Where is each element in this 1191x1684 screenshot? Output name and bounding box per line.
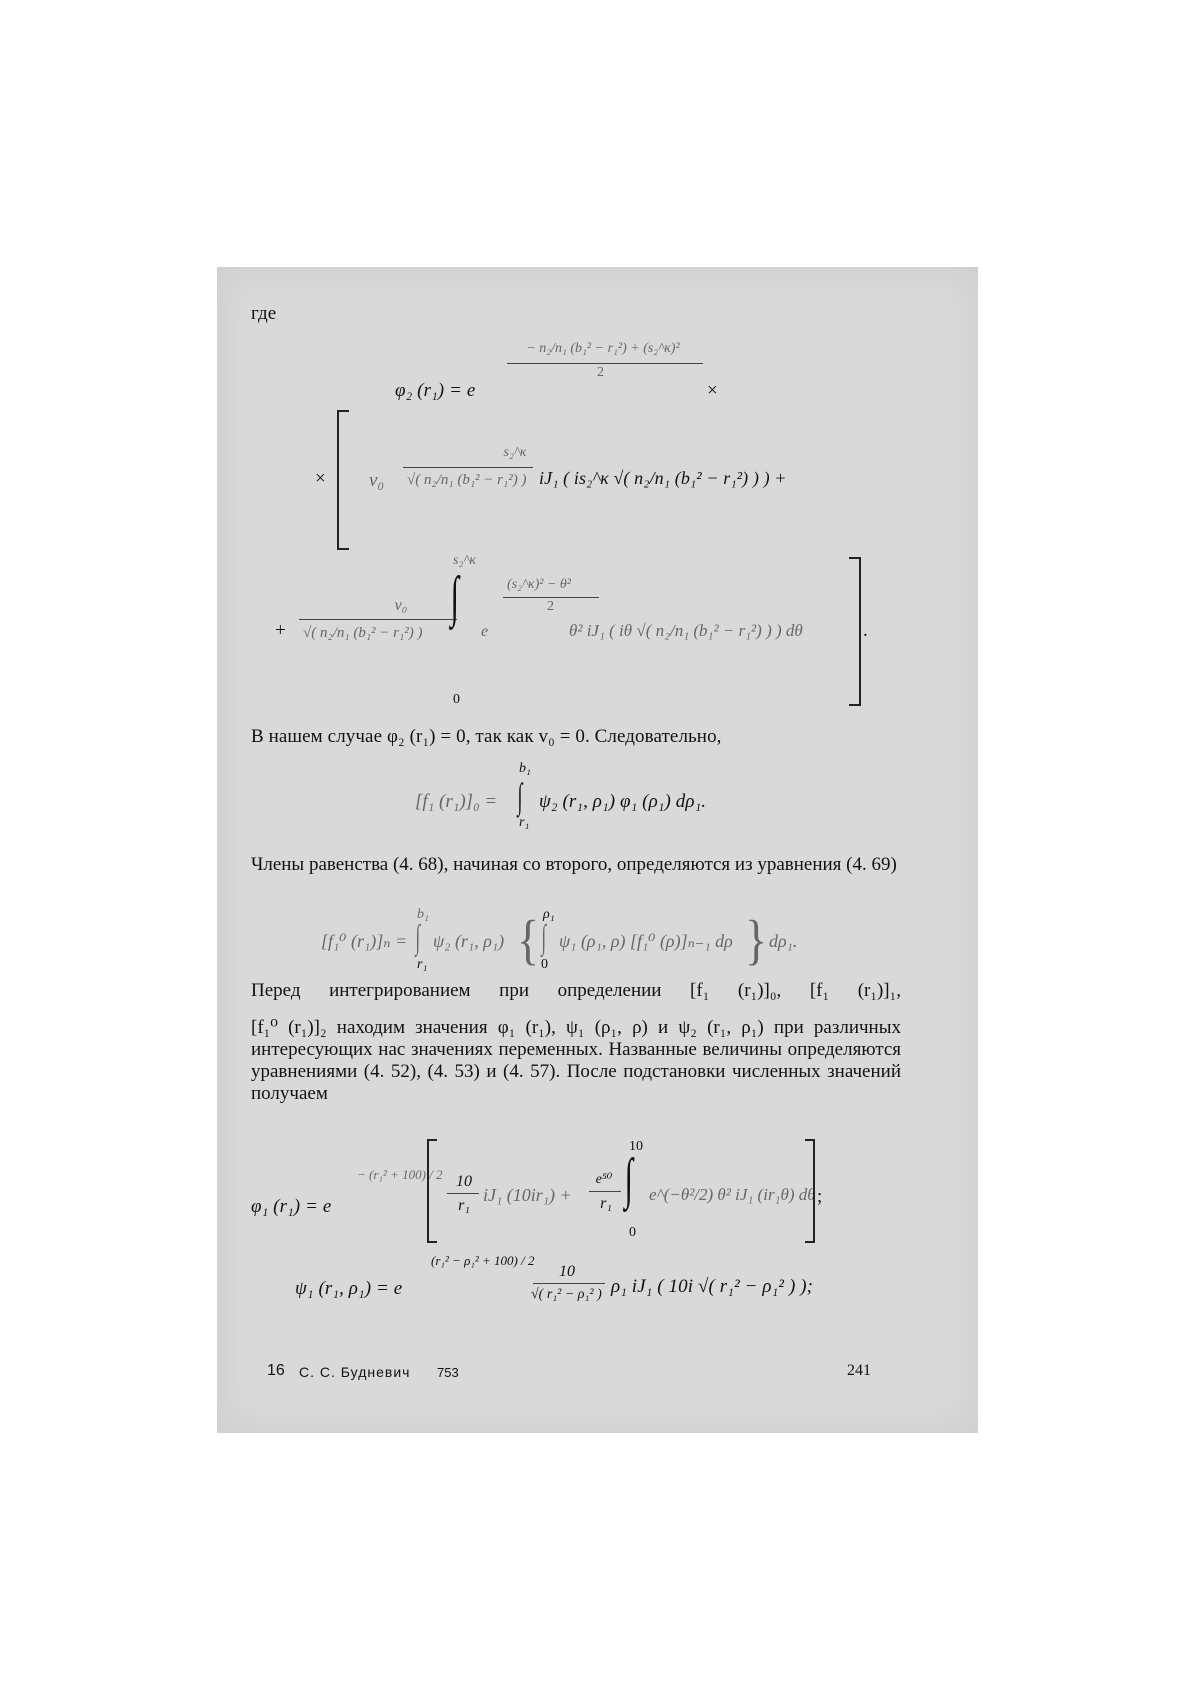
- phi1-term2-bar: [589, 1191, 621, 1192]
- phi2-exponent-bar: [507, 363, 703, 364]
- term2-denominator: √( n₂/n₁ (b₁² − r₁²) ): [303, 625, 423, 641]
- phi1-left-bracket: [427, 1139, 437, 1243]
- word-gde: где: [251, 303, 277, 324]
- book-page: [217, 267, 978, 1433]
- fn-right-brace: }: [745, 908, 768, 971]
- f10-rhs: ψ₂ (r₁, ρ₁) φ₁ (ρ₁) dρ₁.: [539, 791, 707, 812]
- multiply-sign-left: ×: [315, 468, 326, 489]
- footer-code: 753: [437, 1365, 459, 1380]
- paragraph-before-integration-2: [f₁⁰ (r₁)]₂ находим значения φ₁ (r₁), ψ₁ (ρ₁, ρ) и ψ₂ (r₁, ρ₁) при различных интересующих нас значениях переменных. Названные величины определяются уравнениями (4. 52), (4. 53) и (4. 57). После подстановки численных значений получаем: [251, 1017, 901, 1104]
- page-number: 241: [847, 1362, 871, 1379]
- term2-integrand: θ² iJ₁ ( iθ √( n₂/n₁ (b₁² − r₁²) ) ) dθ: [569, 621, 803, 640]
- psi1-numerator: 10: [559, 1263, 575, 1280]
- term2-exponent-numerator: (s₂^κ)² − θ²: [507, 577, 571, 592]
- phi1-right-bracket: [805, 1139, 815, 1243]
- phi1-term2-numerator: e⁵⁰: [595, 1172, 613, 1187]
- phi2-lhs: φ₂ (r₁) = e: [395, 380, 476, 401]
- fn-integral-sign-2: ∫: [541, 919, 546, 956]
- term1-numerator: s₂^κ: [503, 445, 527, 460]
- paragraph-equation-members: Члены равенства (4. 68), начиная со второго, определяются из уравнения (4. 69): [251, 854, 897, 875]
- integral-sign: ∫: [450, 566, 459, 628]
- phi1-semicolon: ;: [817, 1186, 823, 1207]
- footer-author: С. С. Будневич: [299, 1364, 411, 1380]
- fn-left-brace: {: [517, 908, 540, 971]
- term2-numerator: v₀: [394, 597, 408, 614]
- phi1-term1-denominator: r₁: [458, 1197, 470, 1214]
- fn-lower-limit-1: r₁: [417, 957, 428, 972]
- fn-upper-limit-1: b₁: [417, 907, 429, 922]
- psi1-rest: ρ₁ iJ₁ ( 10i √( r₁² − ρ₁² ) );: [611, 1276, 814, 1297]
- term2-period: .: [863, 620, 868, 641]
- phi1-integral-upper: 10: [629, 1139, 643, 1154]
- right-big-bracket: [849, 557, 861, 706]
- f10-lower-limit: r₁: [519, 815, 530, 830]
- phi2-exponent-denominator: 2: [597, 365, 604, 380]
- phi1-exponent: − (r₁² + 100) / 2: [357, 1167, 443, 1182]
- line-v0-zero: В нашем случае φ₂ (r₁) = 0, так как v₀ = 0. Следовательно,: [251, 726, 722, 747]
- psi1-lhs: ψ₁ (r₁, ρ₁) = e: [295, 1278, 403, 1299]
- fn-upper-limit-2: ρ₁: [543, 907, 555, 922]
- phi1-term1-bar: [447, 1193, 479, 1194]
- multiply-sign: ×: [707, 380, 718, 401]
- phi1-integral-sign: ∫: [624, 1148, 633, 1210]
- phi1-term1-rest: iJ₁ (10ir₁) +: [483, 1185, 572, 1205]
- fn-integral-sign-1: ∫: [415, 919, 420, 956]
- phi1-integrand: e^(−θ²/2) θ² iJ₁ (ir₁θ) dθ: [649, 1185, 816, 1204]
- term2-exponent-bar: [503, 597, 599, 598]
- fn-lhs: [f₁⁰ (r₁)]ₙ =: [321, 931, 408, 951]
- phi1-lhs: φ₁ (r₁) = e: [251, 1196, 332, 1217]
- v0-term1: v₀: [369, 470, 385, 491]
- integral-lower-limit: 0: [453, 692, 460, 707]
- term1-denominator: √( n₂/n₁ (b₁² − r₁²) ): [407, 472, 527, 488]
- term2-exponent-denominator: 2: [547, 599, 554, 614]
- term1-bessel: iJ₁ ( is₂^κ √( n₂/n₁ (b₁² − r₁²) ) ) +: [539, 468, 787, 488]
- term2-exponential: e: [481, 623, 489, 640]
- psi1-bar: [533, 1283, 605, 1284]
- f10-integral-sign: ∫: [517, 776, 523, 816]
- psi1-exponent: (r₁² − ρ₁² + 100) / 2: [431, 1253, 535, 1268]
- term2-bar: [299, 619, 457, 620]
- integral-upper-limit: s₂^κ: [453, 553, 476, 568]
- left-big-bracket: [337, 410, 349, 550]
- psi1-denominator: √( r₁² − ρ₁² ): [531, 1287, 602, 1302]
- fn-psi2: ψ₂ (r₁, ρ₁): [433, 931, 505, 951]
- plus-sign: +: [275, 620, 286, 641]
- phi2-exponent-numerator: − n₂/n₁ (b₁² − r₁²) + (s₂^κ)²: [526, 341, 680, 356]
- paragraph-before-integration-1: Перед интегрированием при определении [f₁ (r₁)]₀, [f₁ (r₁)]₁,: [251, 980, 901, 1001]
- fn-lower-limit-2: 0: [541, 957, 548, 972]
- f10-upper-limit: b₁: [519, 761, 531, 776]
- fn-inner-integrand: ψ₁ (ρ₁, ρ) [f₁⁰ (ρ)]ₙ₋₁ dρ: [559, 931, 733, 951]
- f10-lhs: [f₁ (r₁)]₀ =: [415, 791, 498, 812]
- phi1-integral-lower: 0: [629, 1225, 636, 1240]
- phi1-term1-numerator: 10: [456, 1173, 472, 1190]
- fn-end: dρ₁.: [769, 931, 798, 951]
- footer-sheet-number: 16: [267, 1362, 285, 1379]
- term1-bar: [403, 467, 533, 468]
- phi1-term2-denominator: r₁: [600, 1195, 612, 1212]
